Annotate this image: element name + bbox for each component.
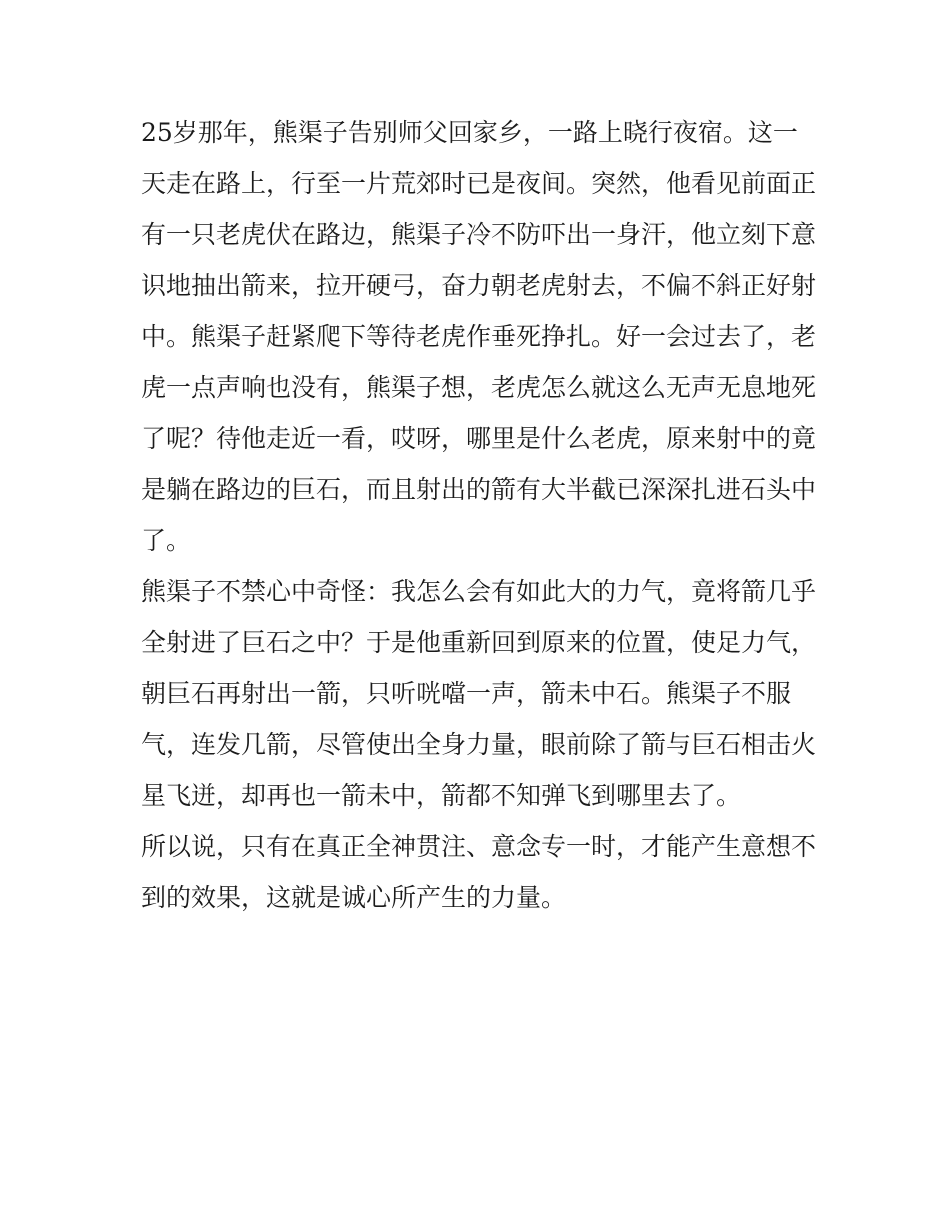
- text-line: 星飞迸，却再也一箭未中，箭都不知弹飞到哪里去了。: [141, 781, 742, 810]
- text-line: 识地抽出箭来，拉开硬弓，奋力朝老虎射去，不偏不斜正好射: [141, 271, 817, 300]
- text-line: 到的效果，这就是诚心所产生的力量。: [141, 883, 567, 912]
- text-line: 所以说，只有在真正全神贯注、意念专一时，才能产生意想不: [141, 832, 817, 861]
- text-line: 天走在路上，行至一片荒郊时已是夜间。突然，他看见前面正: [141, 169, 817, 198]
- text-line: 熊渠子不禁心中奇怪：我怎么会有如此大的力气，竟将箭几乎: [141, 577, 817, 606]
- text-line: 全射进了巨石之中？于是他重新回到原来的位置，使足力气，: [141, 628, 817, 657]
- paragraph-3: [141, 821, 821, 923]
- text-line: 中。熊渠子赶紧爬下等待老虎作垂死挣扎。好一会过去了，老: [141, 322, 817, 351]
- text-line: 了。: [141, 526, 192, 555]
- text-line: 了呢？待他走近一看，哎呀，哪里是什么老虎，原来射中的竟: [141, 424, 817, 453]
- text-line: 有一只老虎伏在路边，熊渠子冷不防吓出一身汗，他立刻下意: [141, 220, 817, 249]
- paragraph-2: [141, 566, 821, 821]
- text-line: 气，连发几箭，尽管使出全身力量，眼前除了箭与巨石相击火: [141, 730, 817, 759]
- text-line: 25岁那年，熊渠子告别师父回家乡，一路上晓行夜宿。这一: [141, 118, 798, 147]
- paragraph-1: [141, 107, 821, 566]
- text-line: 朝巨石再射出一箭，只听咣噹一声，箭未中石。熊渠子不服: [141, 679, 792, 708]
- text-line: 虎一点声响也没有，熊渠子想，老虎怎么就这么无声无息地死: [141, 373, 817, 402]
- document-body: [141, 107, 821, 923]
- text-line: 是躺在路边的巨石，而且射出的箭有大半截已深深扎进石头中: [141, 475, 817, 504]
